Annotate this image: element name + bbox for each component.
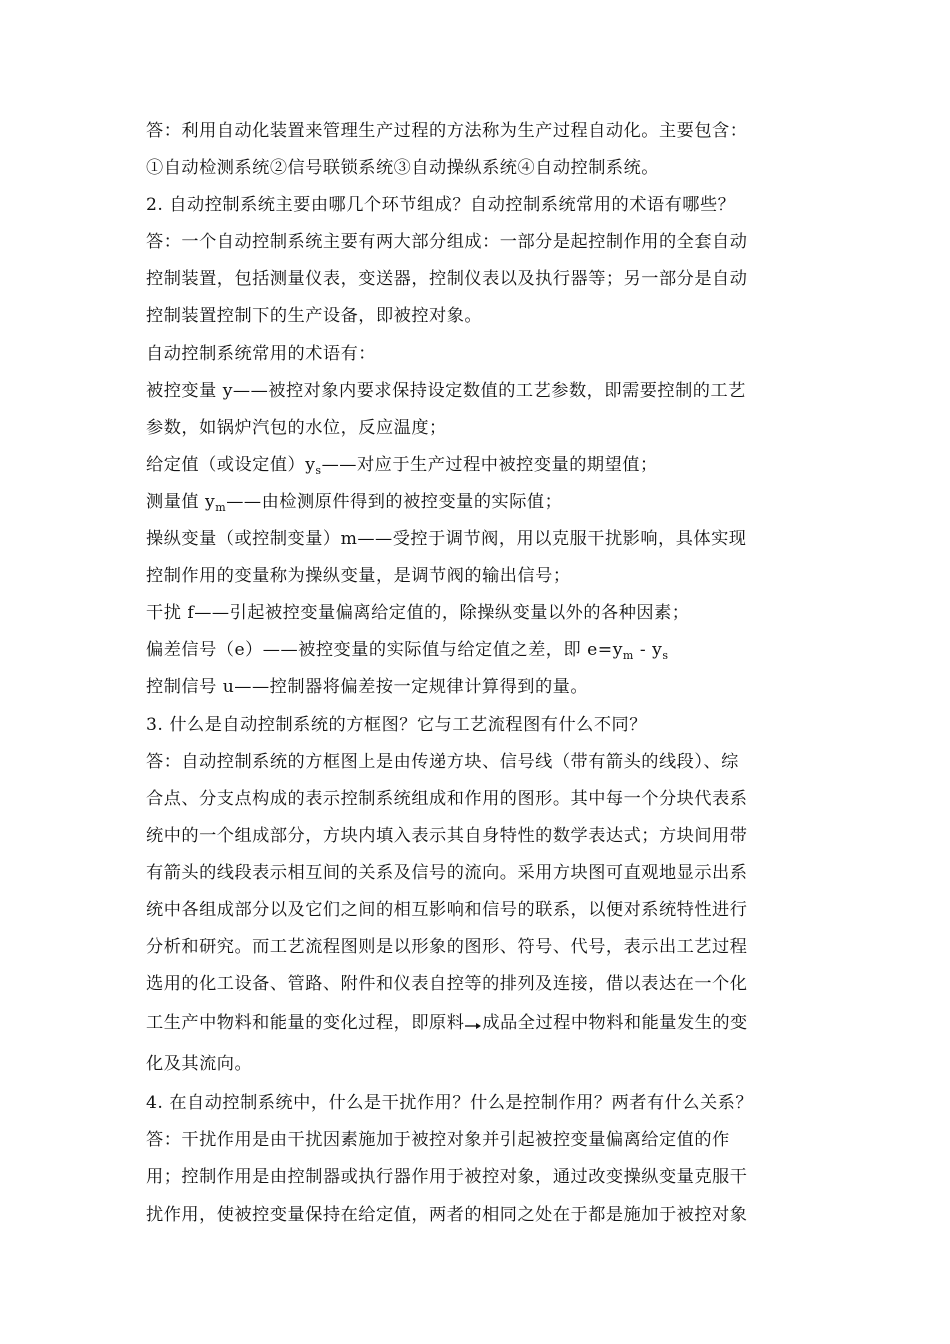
answer-2-line-3: 控制装置控制下的生产设备，即被控对象。 xyxy=(146,306,483,327)
term-manipulated-variable-line-2: 控制作用的变量称为操纵变量，是调节阀的输出信号； xyxy=(146,566,571,587)
term-controlled-variable-line-1: 被控变量 y——被控对象内要求保持设定数值的工艺参数，即需要控制的工艺 xyxy=(146,380,746,401)
answer-3-line-1: 答：自动控制系统的方框图上是由传递方块、信号线（带有箭头的线段）、综 xyxy=(146,751,739,772)
subscript-s: s xyxy=(315,463,322,477)
answer-3-line-7: 选用的化工设备、管路、附件和仪表自控等的排列及连接，借以表达在一个化 xyxy=(146,974,748,995)
question-2: 2. 自动控制系统主要由哪几个环节组成？自动控制系统常用的术语有哪些？ xyxy=(146,195,736,216)
terms-intro: 自动控制系统常用的术语有： xyxy=(146,343,376,364)
document-body xyxy=(146,113,806,1234)
term-measured-text: 测量值 y xyxy=(146,491,216,512)
term-error-signal xyxy=(146,632,806,669)
term-setpoint-definition: ——对应于生产过程中被控变量的期望值； xyxy=(321,454,658,475)
subscript-m: m xyxy=(215,500,227,514)
answer-4-line-3: 扰作用，使被控变量保持在给定值，两者的相同之处在于都是施加于被控对象 xyxy=(146,1204,748,1225)
term-control-signal: 控制信号 u——控制器将偏差按一定规律计算得到的量。 xyxy=(146,677,589,698)
answer-2-line-2: 控制装置，包括测量仪表，变送器，控制仪表以及执行器等；另一部分是自动 xyxy=(146,269,748,290)
term-setpoint-text: 给定值（或设定值）y xyxy=(146,454,316,475)
right-arrow-icon xyxy=(464,1020,482,1030)
term-error-text: 偏差信号（e）——被控变量的实际值与给定值之差，即 e=y xyxy=(146,640,623,661)
answer-1-line-1: 答：利用自动化装置来管理生产过程的方法称为生产过程自动化。主要包含： xyxy=(146,121,748,141)
term-measured-value xyxy=(146,484,806,521)
answer-3-line-8 xyxy=(146,1003,806,1044)
answer-3-line-6: 分析和研究。而工艺流程图则是以形象的图形、符号、代号，表示出工艺过程 xyxy=(146,937,748,958)
question-4: 4. 在自动控制系统中，什么是干扰作用？什么是控制作用？两者有什么关系？ xyxy=(146,1093,754,1114)
answer-3-line-8-start: 工生产中物料和能量的变化过程，即原料 xyxy=(146,1013,465,1034)
answer-3-line-9: 化及其流向。 xyxy=(146,1054,253,1075)
answer-1-line-2: ①自动检测系统②信号联锁系统③自动操纵系统④自动控制系统。 xyxy=(146,158,659,179)
answer-3-line-2: 合点、分支点构成的表示控制系统组成和作用的图形。其中每一个分块代表系 xyxy=(146,788,748,809)
term-controlled-variable-line-2: 参数，如锅炉汽包的水位，反应温度； xyxy=(146,417,447,438)
term-error-minus: - y xyxy=(633,640,663,661)
subscript-m-error: m xyxy=(622,649,634,663)
answer-4-line-2: 用；控制作用是由控制器或执行器作用于被控对象，通过改变操纵变量克服干 xyxy=(146,1167,748,1188)
answer-3-line-3: 统中的一个组成部分，方块内填入表示其自身特性的数学表达式；方块间用带 xyxy=(146,825,748,846)
term-measured-definition: ——由检测原件得到的被控变量的实际值； xyxy=(226,491,563,512)
answer-3-line-8-end: 成品全过程中物料和能量发生的变 xyxy=(482,1013,748,1034)
answer-3-line-4: 有箭头的线段表示相互间的关系及信号的流向。采用方块图可直观地显示出系 xyxy=(146,862,748,883)
question-3: 3. 什么是自动控制系统的方框图？它与工艺流程图有什么不同？ xyxy=(146,714,647,735)
term-setpoint xyxy=(146,447,806,484)
answer-3-line-5: 统中各组成部分以及它们之间的相互影响和信号的联系，以便对系统特性进行 xyxy=(146,899,748,920)
subscript-s-error: s xyxy=(662,649,669,663)
answer-4-line-1: 答：干扰作用是由干扰因素施加于被控对象并引起被控变量偏离给定值的作 xyxy=(146,1130,730,1151)
term-disturbance: 干扰 f——引起被控变量偏离给定值的，除操纵变量以外的各种因素； xyxy=(146,603,690,624)
term-manipulated-variable-line-1: 操纵变量（或控制变量）m——受控于调节阀，用以克服干扰影响，具体实现 xyxy=(146,529,747,550)
answer-2-line-1: 答：一个自动控制系统主要有两大部分组成：一部分是起控制作用的全套自动 xyxy=(146,232,748,253)
